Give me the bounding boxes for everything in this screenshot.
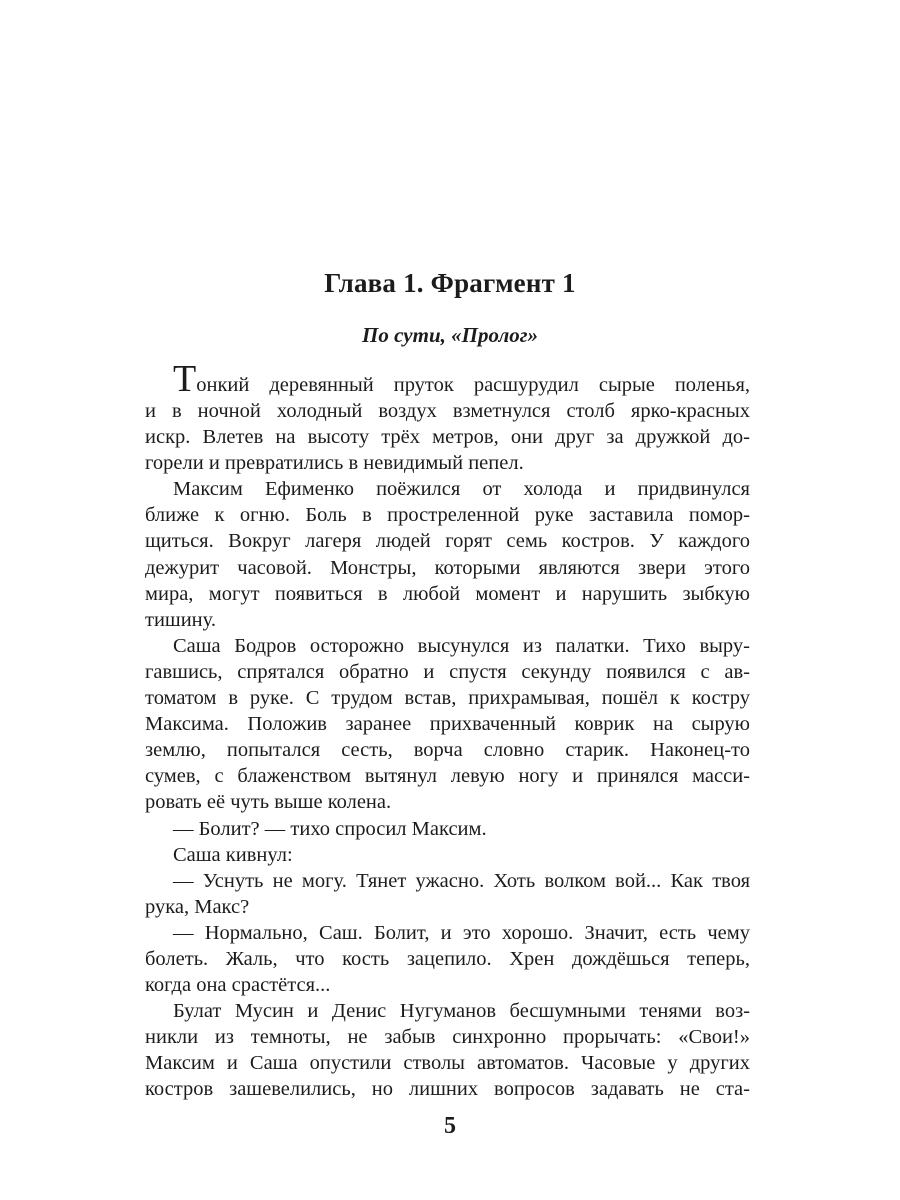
text-line: горели и превратились в невидимый пепел. — [145, 452, 524, 475]
text-line: тишину. — [145, 608, 216, 631]
text-line — [145, 358, 750, 400]
text-line: Максима. Положив заранее прихваченный коврик на сырую — [145, 713, 750, 736]
text-line: никли из темноты, не забыв синхронно прорычать: «Свои!» — [145, 1026, 750, 1049]
page-number: 5 — [444, 1113, 456, 1139]
text-line: сумев, с блаженством вытянул левую ногу и принялся масси- — [145, 765, 750, 788]
text-line: — Болит? — тихо спросил Максим. — [173, 817, 487, 840]
text-line: ровать её чуть выше колена. — [145, 791, 392, 814]
text-line: дежурит часовой. Монстры, которыми являются звери этого — [145, 556, 750, 579]
drop-cap: Т — [173, 358, 197, 400]
text-line: — Нормально, Саш. Болит, и это хорошо. Значит, есть чему — [173, 921, 750, 944]
text-line: щиться. Вокруг лагеря людей горят семь костров. У каждого — [145, 530, 750, 553]
chapter-title: Глава 1. Фрагмент 1 — [324, 268, 576, 298]
text-line: рука, Макс? — [145, 895, 250, 918]
text-line: костров зашевелились, но лишних вопросов задавать не ста- — [145, 1078, 750, 1101]
text-line: когда она срастётся... — [145, 974, 331, 997]
text-line: мира, могут появиться в любой момент и нарушить зыбкую — [145, 582, 750, 605]
body-text — [145, 358, 750, 1103]
text-line: землю, попытался сесть, ворча словно старик. Наконец-то — [145, 739, 750, 762]
text-line: болеть. Жаль, что кость зацепило. Хрен дождёшься теперь, — [145, 947, 750, 970]
text-line: и в ночной холодный воздух взметнулся столб ярко-красных — [145, 400, 750, 422]
text-line: гавшись, спрятался обратно и спустя секунду появился с ав- — [145, 660, 750, 683]
text-line: Максим и Саша опустили стволы автоматов. Часовые у других — [145, 1052, 750, 1075]
text-line-content: онкий деревянный пруток расшурудил сырые поленья, — [196, 374, 750, 396]
text-line: Булат Мусин и Денис Нугуманов бесшумными тенями воз- — [173, 1000, 750, 1023]
text-line: — Уснуть не могу. Тянет ужасно. Хоть волком вой... Как твоя — [173, 869, 750, 892]
text-line: Максим Ефименко поёжился от холода и придвинулся — [173, 478, 750, 501]
text-line: Саша кивнул: — [173, 843, 293, 866]
text-line: Саша Бодров осторожно высунулся из палатки. Тихо выру- — [173, 634, 750, 657]
text-line: томатом в руке. С трудом встав, прихрамывая, пошёл к костру — [145, 687, 750, 710]
chapter-subtitle: По сути, «Пролог» — [362, 323, 538, 347]
text-line: ближе к огню. Боль в простреленной руке заставила помор- — [145, 504, 750, 527]
text-line: искр. Влетев на высоту трёх метров, они друг за дружкой до- — [145, 426, 750, 449]
